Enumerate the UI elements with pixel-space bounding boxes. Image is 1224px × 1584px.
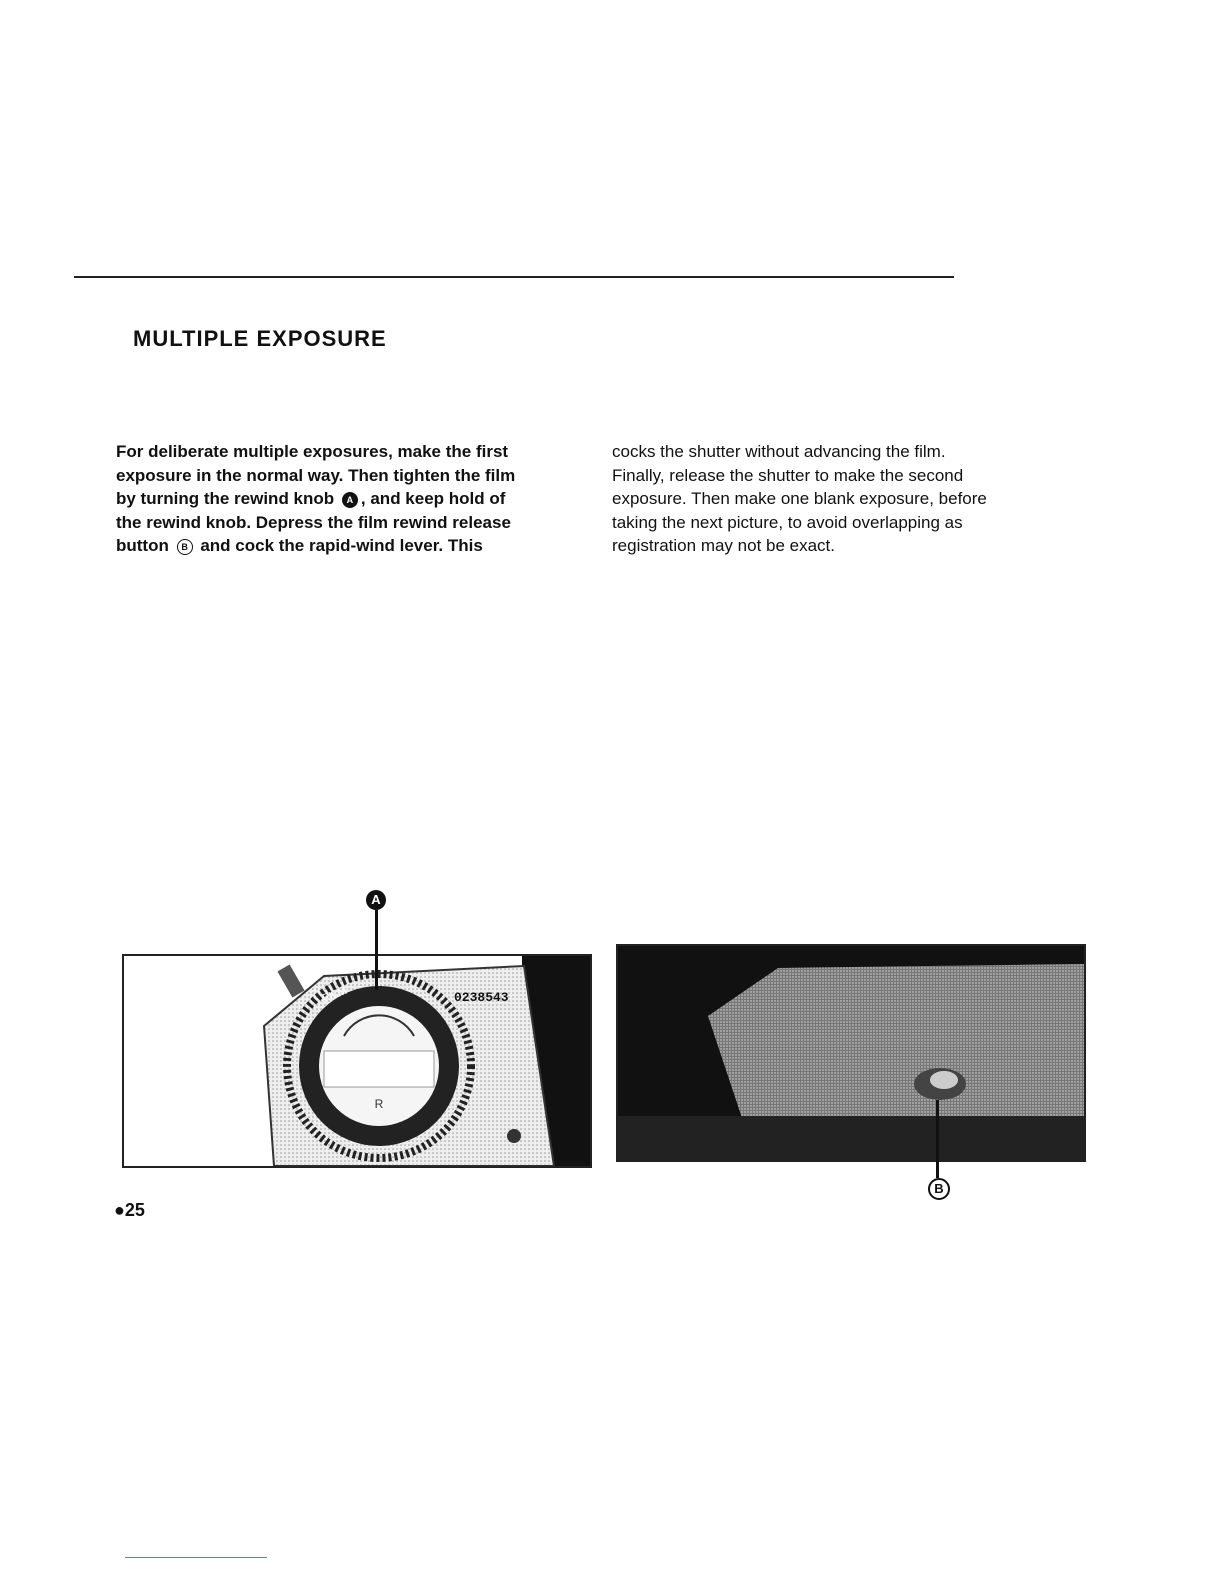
marker-b-leader [936, 1100, 939, 1178]
dial-letter: R [374, 1097, 384, 1111]
text-line: button B and cock the rapid-wind lever. This [116, 536, 483, 555]
text-line: by turning the rewind knob A , and keep hold of [116, 489, 506, 508]
rewind-knob-photo [122, 954, 592, 1168]
dial-label: FILM [320, 984, 349, 1005]
marker-b-label: B [928, 1178, 950, 1200]
serial-number: 0238543 [454, 990, 509, 1005]
right-text-column [612, 440, 1092, 558]
bullet-dot-icon: ● [114, 1200, 125, 1220]
circled-b-icon: B [177, 539, 193, 555]
text-line: exposure in the normal way. Then tighten the film [116, 465, 516, 485]
text-line: taking the next picture, to avoid overlapping as [612, 512, 963, 532]
rewind-release-button-photo [616, 944, 1086, 1162]
section-heading: MULTIPLE EXPOSURE [133, 326, 387, 351]
rewind-release-illustration [618, 946, 1084, 1160]
circled-a-icon: A [342, 492, 358, 508]
marker-a-leader [375, 910, 378, 990]
top-rule [74, 276, 954, 278]
text-line: exposure. Then make one blank exposure, before [612, 489, 987, 508]
page-number: ●25 [114, 1200, 145, 1220]
text-line: cocks the shutter without advancing the film. [612, 442, 946, 461]
left-text-column [116, 440, 596, 558]
text-line: the rewind knob. Depress the film rewind release [116, 512, 511, 532]
marker-a-label: A [366, 890, 386, 910]
rewind-knob-illustration [124, 956, 590, 1166]
text-line: For deliberate multiple exposures, make the first [116, 442, 509, 461]
text-line: Finally, release the shutter to make the second [612, 465, 964, 485]
text-line: registration may not be exact. [612, 536, 836, 555]
footer-rule [125, 1557, 267, 1558]
